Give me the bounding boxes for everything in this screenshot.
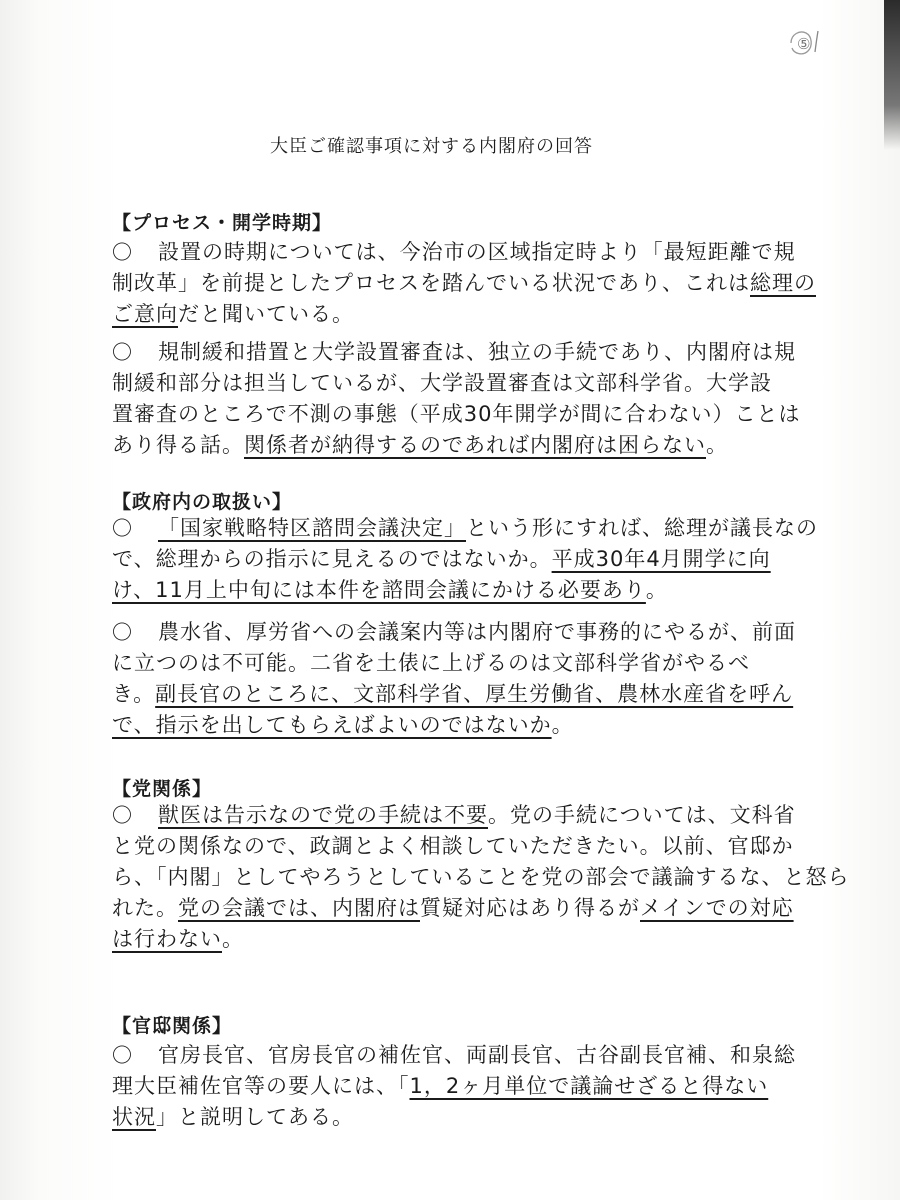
text-line: 〇 「国家戦略特区諮問会議決定」という形にすれば、総理が議長なの bbox=[112, 512, 818, 542]
text-line: 〇 官房長官、官房長官の補佐官、両副長官、古谷副長官補、和泉総 bbox=[112, 1039, 796, 1069]
section-heading: 【官邸関係】 bbox=[112, 1015, 233, 1037]
underlined-text: メインでの対応 bbox=[640, 896, 794, 920]
text-line: で、指示を出してもらえばよいのではないか。 bbox=[112, 713, 574, 737]
text-line: 〇 規制緩和措置と大学設置審査は、独立の手続であり、内閣府は規 bbox=[112, 336, 796, 366]
text-line: 〇 設置の時期については、今治市の区域指定時より「最短距離で規 bbox=[112, 236, 796, 266]
text-line: 制緩和部分は担当しているが、大学設置審査は文部科学省。大学設 bbox=[112, 371, 772, 395]
text-line: に立つのは不可能。二省を土俵に上げるのは文部科学省がやるべ bbox=[112, 651, 750, 675]
underlined-text: で、指示を出してもらえばよいのではないか bbox=[112, 713, 552, 737]
bullet-circle-icon: 〇 bbox=[112, 1043, 133, 1067]
text-line: れた。党の会議では、内閣府は質疑対応はあり得るがメインでの対応 bbox=[112, 896, 794, 920]
underlined-text: 平成30年4月開学に向 bbox=[551, 547, 771, 571]
underlined-text: 党の会議では、内閣府は bbox=[178, 896, 420, 920]
text-line: あり得る話。関係者が納得するのであれば内閣府は困らない。 bbox=[112, 433, 728, 457]
underlined-text: け、11月上中旬には本件を諮問会議にかける必要あり bbox=[112, 578, 646, 602]
section-heading: 【プロセス・開学時期】 bbox=[112, 212, 333, 234]
underlined-text: 副長官のところに、文部科学省、厚生労働省、農林水産省を呼ん bbox=[155, 682, 794, 706]
document-title: 大臣ご確認事項に対する内閣府の回答 bbox=[270, 136, 593, 157]
bullet-circle-icon: 〇 bbox=[112, 240, 133, 264]
bullet-circle-icon: 〇 bbox=[112, 516, 133, 540]
underlined-text: 関係者が納得するのであれば内閣府は困らない bbox=[244, 433, 706, 457]
text-line: 置審査のところで不測の事態（平成30年開学が間に合わない）ことは bbox=[112, 402, 801, 426]
underlined-text: は行わない bbox=[112, 927, 222, 951]
underlined-text: ご意向 bbox=[112, 302, 178, 326]
section-heading: 【政府内の取扱い】 bbox=[112, 491, 293, 513]
text-line: で、総理からの指示に見えるのではないか。平成30年4月開学に向 bbox=[112, 547, 771, 571]
text-line: と党の関係なので、政調とよく相談していただきたい。以前、官邸か bbox=[112, 834, 794, 858]
bullet-circle-icon: 〇 bbox=[112, 620, 133, 644]
text-line: 制改革」を前提としたプロセスを踏んでいる状況であり、これは総理の bbox=[112, 271, 816, 295]
underlined-text: 「国家戦略特区諮問会議決定」 bbox=[158, 516, 466, 540]
text-line: ら、「内閣」としてやろうとしていることを党の部会で議論するな、と怒ら bbox=[112, 865, 850, 889]
text-line: は行わない。 bbox=[112, 927, 244, 951]
page-number-text: ⑤ bbox=[797, 35, 811, 53]
text-line: 〇 獣医は告示なので党の手続は不要。党の手続については、文科省 bbox=[112, 799, 796, 829]
page-number-mark bbox=[783, 26, 825, 60]
underlined-text: 状況 bbox=[112, 1105, 156, 1129]
bullet-circle-icon: 〇 bbox=[112, 803, 133, 827]
text-line: き。副長官のところに、文部科学省、厚生労働省、農林水産省を呼ん bbox=[112, 682, 794, 706]
text-line: け、11月上中旬には本件を諮問会議にかける必要あり。 bbox=[112, 578, 668, 602]
bullet-circle-icon: 〇 bbox=[112, 340, 133, 364]
text-line: 〇 農水省、厚労省への会議案内等は内閣府で事務的にやるが、前面 bbox=[112, 616, 796, 646]
page-edge-shadow bbox=[884, 0, 900, 150]
text-line: 状況」と説明してある。 bbox=[112, 1105, 354, 1129]
section-heading: 【党関係】 bbox=[112, 778, 213, 800]
underlined-text: 1，2ヶ月単位で議論せざると得ない bbox=[409, 1074, 769, 1098]
underlined-text: 総理の bbox=[750, 271, 816, 295]
underlined-text: 獣医は告示なので党の手続は不要 bbox=[158, 803, 488, 827]
text-line: ご意向だと聞いている。 bbox=[112, 302, 354, 326]
text-line: 理大臣補佐官等の要人には、「1，2ヶ月単位で議論せざると得ない bbox=[112, 1074, 769, 1098]
